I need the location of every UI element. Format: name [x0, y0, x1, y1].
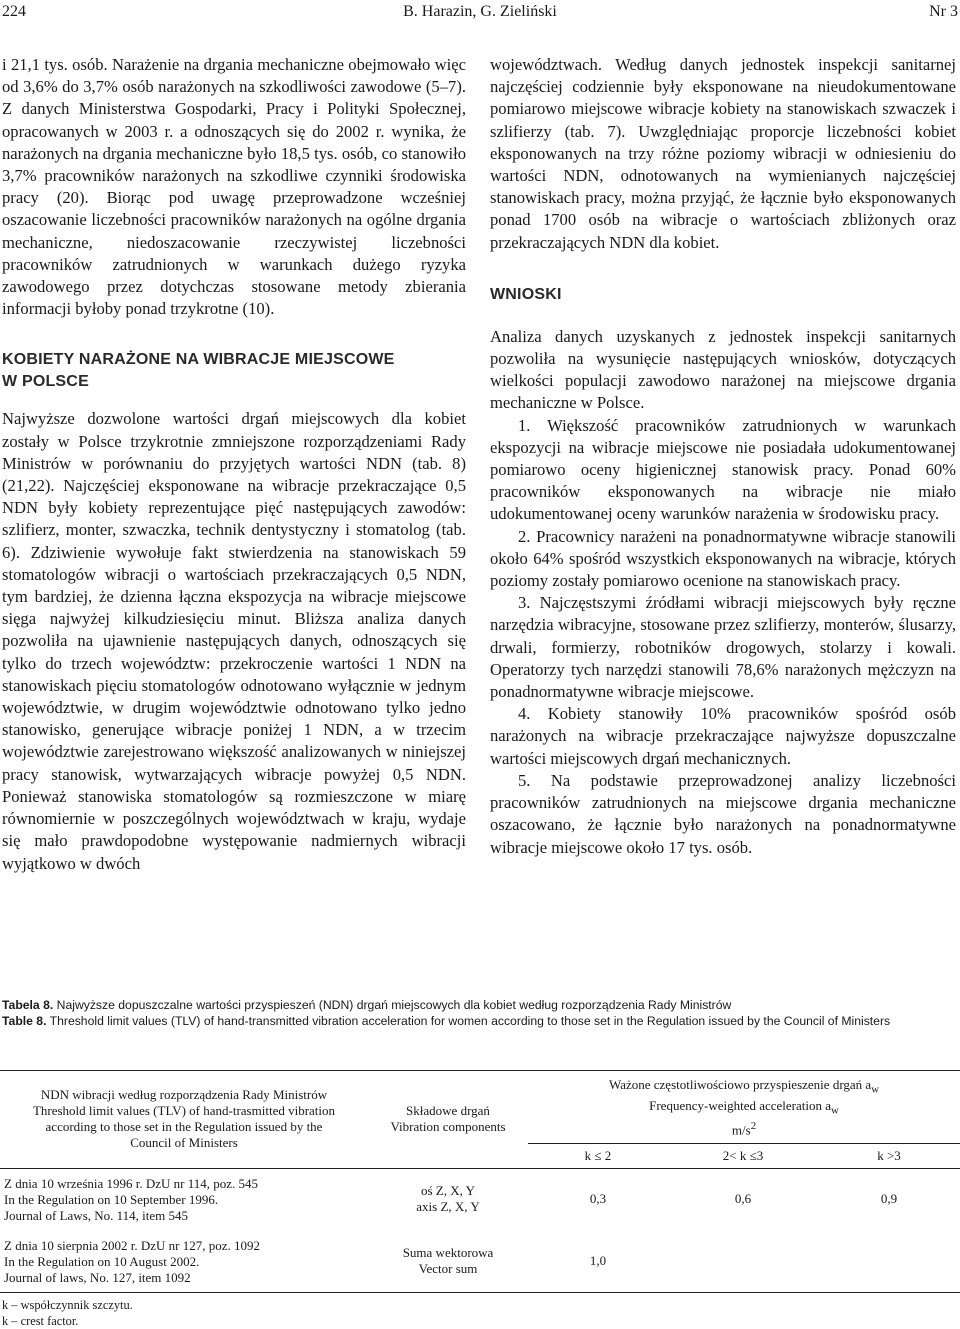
component-cell: [368, 1230, 528, 1293]
regulation-line: Z dnia 10 września 1996 r. DzU nr 114, poz. 545: [4, 1175, 259, 1191]
header-acceleration-text: m/s: [731, 1122, 751, 1138]
value-cell: 0,9: [880, 1191, 898, 1207]
component-line: axis Z, X, Y: [416, 1199, 480, 1215]
caption-polish: [2, 997, 958, 1013]
header-regulation-line: Threshold limit values (TLV) of hand-trasmitted vibration: [32, 1102, 336, 1118]
section-heading-line-1: KOBIETY NARAŻONE NA WIBRACJE MIEJSCOWE: [2, 351, 395, 369]
conclusion-item: 1. Większość pracowników zatrudnionych w warunkach ekspozycji na wibracje miejscowe nie posiadała udokumentowanej pomiarowo oceny higienicznej stanowisk pracy. Ponad 60% pracowników eksponowanych na wibracje nie miało udokumentowanej oceny warunków narażenia w środowisku pracy.: [490, 415, 956, 524]
regulation-line: Journal of laws, No. 127, item 1092: [4, 1269, 191, 1285]
header-regulation-line: according to those set in the Regulation issued by the: [45, 1118, 323, 1134]
right-paragraph-1: województwach. Według danych jednostek inspekcji sanitarnej najczęściej codziennie były eksponowane na nieudokumentowane pomiarowo miejscowe wibracje kobiety na stanowiskach szwaczek i szlifierzy (tab. 7). Uwzględniając proporcje liczebności kobiet eksponowanych na trzy różne poziomy wibracji w odniesieniu do wartości NDN, odnotowanych na wymienianych najczęściej stanowiskach pracy, można przyjąć, że łącznie było eksponowanych ponad 1700 osób na wibracje o wartościach zbliżonych oraz przekraczających NDN dla kobiet.: [490, 55, 956, 252]
conclusion-item: 4. Kobiety stanowiły 10% pracowników spośród osób narażonych na wibracje przekraczające najwyższe dopuszczalne wartości miejscowych drgań mechanicznych.: [490, 704, 956, 768]
left-paragraph-1: i 21,1 tys. osób. Narażenie na drgania mechaniczne obejmowało więc od 3,6% do 3,7% osób narażonych na szkodliwości zawodowe (5–7). Z danych Ministerstwa Gospodarki, Pracy i Polityki Społecznej, opracowanych w 2003 r. a odnoszących się do 2002 r. wynika, że narażonych na drgania mechaniczne było 18,5 tys. osób, co stanowiło 3,7% pracowników narażonych na szkodliwe czynniki środowiska pracy (20). Biorąc pod uwagę przeprowadzone wcześniej oszacowanie liczebności pracowników narażonych na ogólne drgania mechaniczne, niedoszacowanie rzeczywistej liczebności pracowników zatrudnionych w warunkach dużego ryzyka zawodowego przez dotychczas stosowane metody zbierania informacji byłoby ponad trzykrotne (10).: [2, 55, 466, 319]
header-components-line: Składowe drgań: [406, 1103, 490, 1119]
subscript-w: w: [831, 1104, 839, 1117]
header-acceleration-text: Ważone częstotliwościowo przyspieszenie drgań a: [608, 1077, 872, 1092]
header-acceleration-text: Frequency-weighted acceleration a: [649, 1097, 832, 1113]
header-components-line: Vibration components: [390, 1119, 506, 1135]
header-k-high: k >3: [877, 1147, 901, 1163]
header-components: [368, 1071, 528, 1169]
header-k-low: k ≤ 2: [584, 1147, 612, 1163]
left-column: [2, 54, 466, 875]
conclusion-item: 5. Na podstawie przeprowadzonej analizy liczebności pracowników zatrudnionych na miejscowe drgania mechaniczne oszacowano, że łącznie było narażonych na ponadnormatywne wibracje miejscowe około 17 tys. osób.: [490, 770, 956, 857]
caption-polish-label: Tabela 8.: [2, 998, 54, 1012]
regulation-line: In the Regulation on 10 September 1996.: [4, 1191, 219, 1207]
header-acceleration-line: [528, 1098, 960, 1119]
section-heading-conclusions: WNIOSKI: [490, 285, 562, 303]
table-caption: [2, 997, 958, 1029]
caption-polish-text: Najwyższe dopuszczalne wartości przyspieszeń (NDN) drgań miejscowych dla kobiet według rozporządzenia Rady Ministrów: [56, 998, 732, 1012]
value-cell: 0,6: [734, 1191, 752, 1207]
caption-english: [2, 1013, 958, 1029]
empty-cell: [668, 1230, 818, 1293]
empty-cell: [818, 1230, 960, 1293]
running-authors: B. Harazin, G. Zieliński: [403, 3, 557, 20]
component-line: oś Z, X, Y: [420, 1183, 476, 1199]
regulation-line: Z dnia 10 sierpnia 2002 r. DzU nr 127, poz. 1092: [4, 1237, 260, 1253]
component-line: Vector sum: [418, 1260, 478, 1276]
footnote-polish: k – współczynnik szczytu.: [2, 1298, 133, 1312]
conclusions-intro: Analiza danych uzyskanych z jednostek inspekcji sanitarnych pozwoliła na wysunięcie następujących wniosków, dotyczących wielkości populacji zawodowo narażonej na miejscowe drgania mechaniczne w Polsce.: [490, 326, 956, 413]
subscript-w: w: [871, 1083, 880, 1096]
section-heading-women-exposed: [2, 349, 466, 393]
header-k-mid: 2< k ≤3: [722, 1147, 764, 1163]
header-acceleration: [528, 1071, 960, 1144]
table-row: [0, 1230, 960, 1293]
header-acceleration-line: [528, 1118, 960, 1138]
header-regulation-line: NDN wibracji według rozporządzenia Rady Ministrów: [40, 1086, 328, 1102]
caption-english-label: Table 8.: [2, 1014, 47, 1028]
component-line: Suma wektorowa: [402, 1244, 494, 1260]
conclusion-item: 2. Pracownicy narażeni na ponadnormatywne wibracje stanowili około 64% spośród wszystkich eksponowanych na wibracje, których poziomy zostały pomiarowo ocenione na stanowiskach pracy.: [490, 526, 956, 591]
running-header: [0, 0, 960, 30]
footnote-english: k – crest factor.: [2, 1314, 79, 1328]
left-paragraph-2: Najwyższe dozwolone wartości drgań miejscowych dla kobiet zostały w Polsce trzykrotnie zmniejszone rozporządzeniami Rady Ministrów w porównaniu do przyjętych wartości NDN (tab. 8) (21,22). Najczęściej eksponowane na wibracje przekraczające 0,5 NDN były kobiety reprezentujące pięć następujących zawodów: szlifierz, monter, szwaczka, technik dentystyczny i stomatolog (tab. 6). Zdziwienie wywołuje fakt stwierdzenia na stanowiskach 59 stomatologów wibracji o wartościach przekraczających 0,5 NDN, tym bardziej, że dzienna łączna ekspozycja na wibracje miejscowe sięga najwyżej kilkudziesięciu minut. Bliższa analiza danych pozwoliła na ujawnienie następujących danych, odnoszących się tylko do trzech województw: przekroczenie wartości 1 NDN na stanowiskach pięciu stomatologów odnotowano wyłącznie w jednym województwie, w drugim województwie odnotowano tylko jedno stanowisko, generujące wibracje poniżej 1 NDN, a w trzecim województwie zarejestrowano większość analizowanych w niniejszej pracy stanowisk, wytwarzających wibracje powyżej 0,5 NDN. Ponieważ stanowiska stomatologów są rozmieszczone w miarę równomiernie w poszczególnych województwach w kraju, wydaje się mało prawdopodobne występowanie nadmiernych wibracji wyjątkowo w dwóch: [2, 409, 466, 873]
caption-english-text: Threshold limit values (TLV) of hand-transmitted vibration acceleration for women according to those set in the Regulation issued by the Council of Ministers: [49, 1014, 891, 1028]
conclusion-item: 3. Najczęstszymi źródłami wibracji miejscowych były ręczne narzędzia wibracyjne, stosowane przez szlifierzy, monterów, ślusarzy, drwali, formierzy, robotników drogowych, stolarzy i kowali. Operatorzy tych narzędzi stanowili 78,6% narażonych mężczyzn na ponadnormatywne wibracje miejscowe.: [490, 593, 956, 702]
section-heading-line-2: W POLSCE: [2, 373, 89, 391]
regulation-cell: [0, 1230, 368, 1293]
right-column: [490, 54, 956, 859]
regulation-cell: [0, 1168, 368, 1230]
value-cell: 1,0: [589, 1252, 607, 1268]
header-regulation-line: Council of Ministers: [130, 1134, 238, 1150]
regulation-line: Journal of Laws, No. 114, item 545: [4, 1207, 189, 1223]
issue-number: Nr 3: [929, 3, 958, 20]
table-row: [0, 1168, 960, 1230]
superscript-2: 2: [750, 1120, 757, 1133]
page-number: 224: [2, 3, 26, 20]
header-acceleration-line: [528, 1077, 960, 1098]
value-cell: 0,3: [589, 1191, 607, 1207]
regulation-line: In the Regulation on 10 August 2002.: [4, 1253, 200, 1269]
header-regulation: [0, 1071, 368, 1169]
table-footnotes: [2, 1297, 133, 1329]
tlv-table: [0, 1070, 960, 1293]
component-cell: [368, 1168, 528, 1230]
